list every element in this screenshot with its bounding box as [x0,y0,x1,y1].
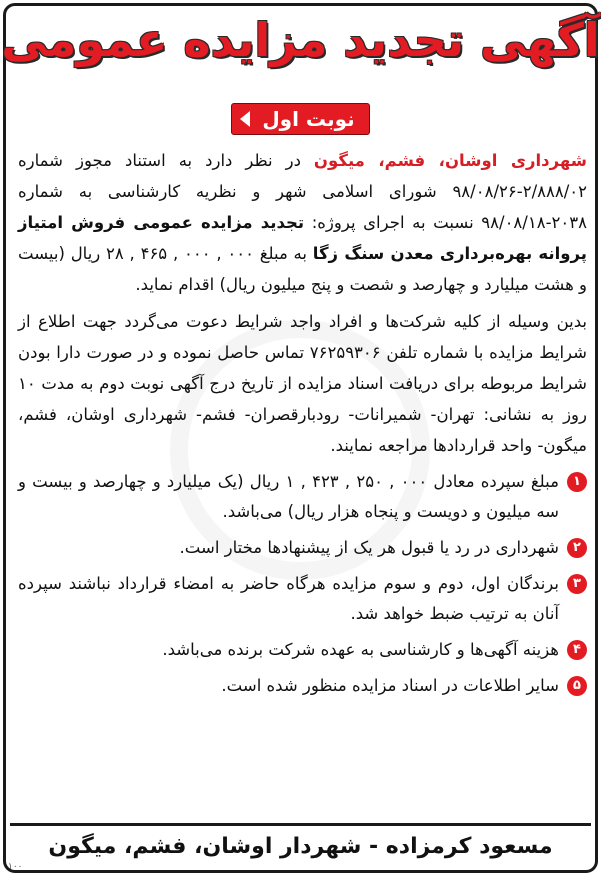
item-text: برندگان اول، دوم و سوم مزایده هرگاه حاضر به امضاء قرارداد نباشند سپرده آنان به ترتیب ضبط خواهد شد. [18,574,559,623]
arrow-left-icon [240,111,250,127]
conditions-list [18,467,587,701]
list-item [18,569,587,629]
footer-divider [10,823,591,826]
item-number-badge: ۲ [567,538,587,558]
project-name: تجدید مزایده عمومی فروش امتیاز پروانه بهره‌برداری معدن سنگ زگا [18,213,587,263]
issuer-name: شهرداری اوشان، فشم، میگون [313,151,587,170]
page-code: ۱۰۰ [8,862,23,872]
list-item [18,671,587,701]
item-number-badge: ۳ [567,574,587,594]
intro-paragraph [18,145,587,300]
round-badge-label: نوبت اول [262,107,355,131]
list-item [18,533,587,563]
intro-text-1: در نظر دارد به استناد مجوز شماره ۲/۸۸۸/۰۲-۹۸/۰۸/۲۶ شورای اسلامی شهر و نظریه کارشناسی به شماره ۲۰۳۸-۹۸/۰۸/۱۸ نسبت به اجرای پروژه: [18,151,587,232]
item-number-badge: ۱ [567,472,587,492]
invite-paragraph: بدین وسیله از کلیه شرکت‌ها و افراد واجد شرایط دعوت می‌گردد جهت اطلاع از شرایط مزایده با شماره تلفن ۷۶۲۵۹۳۰۶ تماس حاصل نموده و در صورت دارا بودن شرایط مربوطه برای دریافت اسناد مزایده از تاریخ درج آگهی نوبت دوم به مدت ۱۰ روز به نشانی: تهران- شمیرانات- رودبارقصران- فشم- شهرداری اوشان، فشم، میگون- واحد قراردادها مراجعه نمایند. [18,312,587,455]
notice-title: آگهی تجدید مزایده عمومی [1,13,600,67]
round-badge [231,103,369,135]
intro-text-2: به مبلغ ۰۰۰ , ۰۰۰ , ۴۶۵ , ۲۸ ریال (بیست و هشت میلیارد و چهارصد و شصت و پنج میلیون ریال) اقدام نماید. [18,244,587,294]
badge-wrap [0,103,601,135]
item-number-badge: ۵ [567,676,587,696]
item-text: مبلغ سپرده معادل ۰۰۰ , ۲۵۰ , ۴۲۳ , ۱ ریال (یک میلیارد و چهارصد و بیست و سه میلیون و دویست و پنجاه هزار ریال) می‌باشد. [18,472,559,521]
signature-line: مسعود کرمزاده - شهردار اوشان، فشم، میگون [48,834,553,859]
notice-body [18,145,587,707]
list-item [18,467,587,527]
item-text: سایر اطلاعات در اسناد مزایده منظور شده است. [221,676,559,695]
item-number-badge: ۴ [567,640,587,660]
item-text: شهرداری در رد یا قبول هر یک از پیشنهادها مختار است. [179,538,559,557]
list-item [18,635,587,665]
item-text: هزینه آگهی‌ها و کارشناسی به عهده شرکت برنده می‌باشد. [162,640,559,659]
